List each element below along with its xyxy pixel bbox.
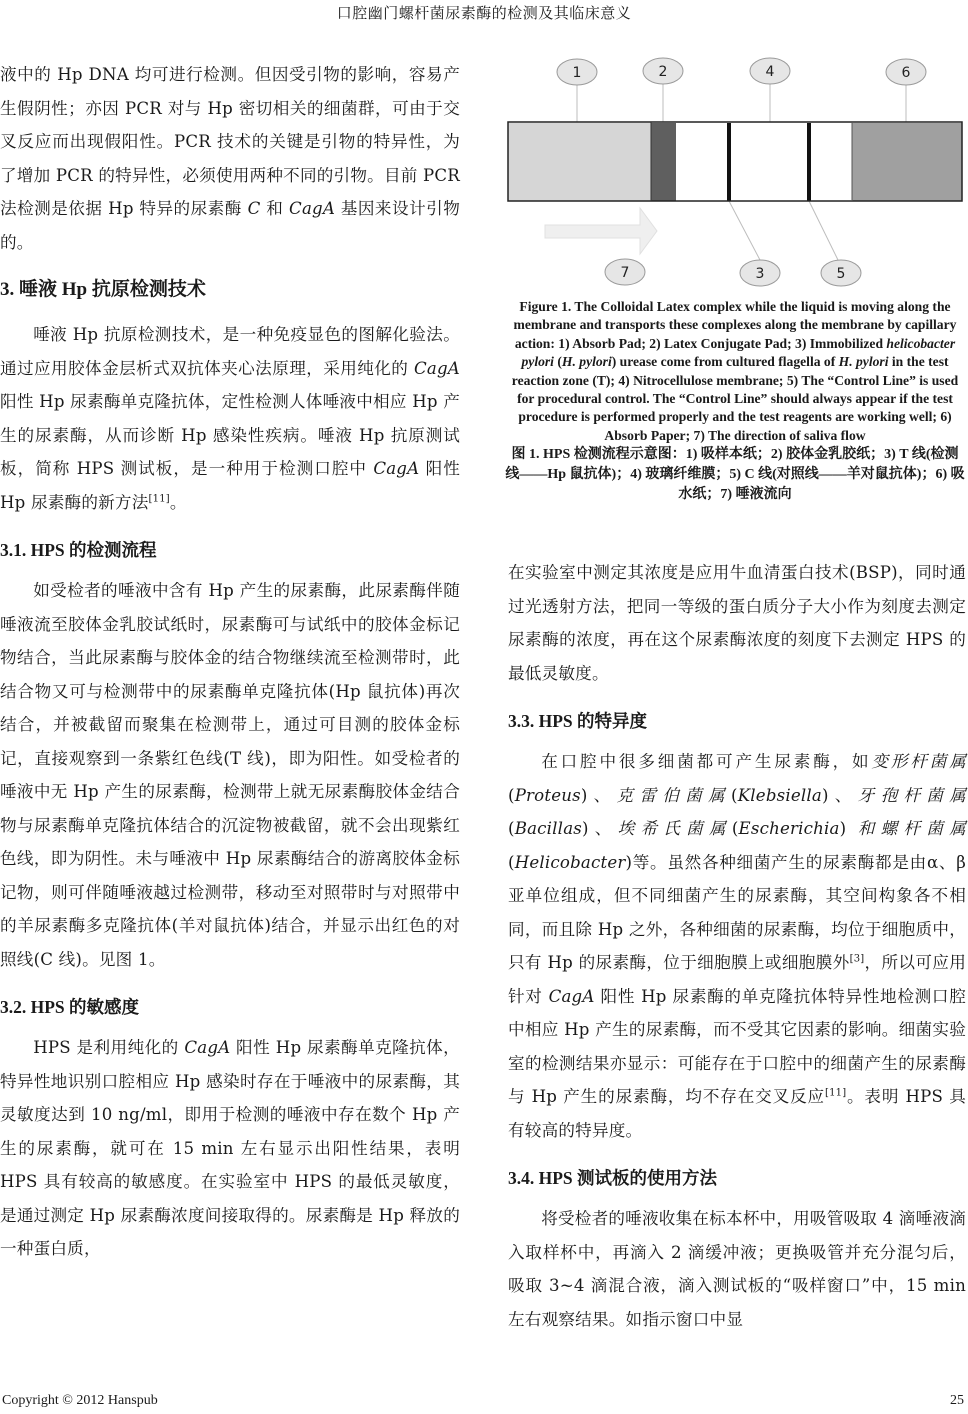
running-title: 口腔幽门螺杆菌尿素酶的检测及其临床意义	[336, 4, 632, 22]
caption-english: Figure 1. The Colloidal Latex complex while the liquid is moving along the membrane and transports these complexes along the membrane by capillary action: 1) Absorb Pad; 2) Latex Conjugate Pad; 3) Immobilized helicobacter pylori (H. pylori) urease come from cultured flagella of H. pylori in the test reaction zone (T); 4) Nitrocellulose membrane; 5) The “Control Line” is used for procedural control. The “Control Line” should always appear if the test procedure is performed properly and the test reagents are working well; 6) Absorb Paper; 7) The direction of saliva flow	[511, 299, 959, 443]
right-column	[508, 556, 966, 1336]
absorb-pad	[508, 123, 651, 201]
control-line	[807, 123, 811, 201]
absorb-paper	[852, 123, 962, 201]
conjugate-pad	[651, 123, 676, 201]
left-column	[0, 58, 460, 1266]
callout-3: 3	[755, 266, 765, 282]
callout-4: 4	[765, 64, 775, 80]
citation: [11]	[824, 1087, 847, 1099]
citation: [3]	[849, 953, 865, 965]
section-3-paragraph: 唾液 Hp 抗原检测技术，是一种免疫显色的图解化验法。通过应用胶体金层析式双抗体夹心法原理，采用纯化的 CagA 阳性 Hp 尿素酶单克隆抗体，定性检测人体唾液中相应 Hp 产生的尿素酶，从而诊断 Hp 感染性疾病。唾液 Hp 抗原测试板，简称 HPS 测试板，是一种用于检测口腔中 CagA 阳性 Hp 尿素酶的新方法[11]。	[0, 325, 460, 512]
figure-1-diagram	[495, 50, 968, 295]
callout-2: 2	[658, 64, 668, 80]
test-line	[727, 123, 731, 201]
continued-paragraph: 在实验室中测定其浓度是应用牛血清蛋白技术(BSP)，同时通过光透射方法，把同一等级的蛋白质分子大小作为刻度去测定尿素酶的浓度，再在这个尿素酶浓度的刻度下去测定 HPS 的最低灵敏度。	[508, 563, 966, 683]
citation: [11]	[148, 492, 170, 504]
flow-arrow-icon	[545, 208, 657, 254]
caption-chinese: 图 1. HPS 检测流程示意图：1) 吸样本纸；2) 胶体金乳胶纸；3) T 线(检测线——Hp 鼠抗体)；4) 玻璃纤维膜；5) C 线(对照线——羊对鼠抗体)；6) 吸水纸；7) 唾液流向	[505, 447, 965, 503]
section-3-heading: 3. 唾液 Hp 抗原检测技术	[0, 279, 206, 300]
section-3-3-paragraph: 在口腔中很多细菌都可产生尿素酶，如变形杆菌属(Proteus)、克雷伯菌属(Klebsiella)、牙孢杆菌属(Bacillas)、埃希氏菌属(Escherichia) 和螺杆菌属(Helicobacter)等。虽然各种细菌产生的尿素酶都是由α、β 亚单位组成，但不同细菌产生的尿素酶，其空间构象各不相同，而且除 Hp 之外，各种细菌的尿素酶，均位于细胞质中，只有 Hp 的尿素酶，位于细胞膜上或细胞膜外[3]，所以可应用针对 CagA 阳性 Hp 尿素酶的单克隆抗体特异性地检测口腔中相应 Hp 产生的尿素酶，而不受其它因素的影响。细菌实验室的检测结果亦显示：可能存在于口腔中的细菌产生的尿素酶与 Hp 产生的尿素酶，均不存在交叉反应[11]。表明 HPS 具有较高的特异度。	[508, 752, 967, 1140]
callout-1: 1	[572, 65, 582, 81]
membrane	[676, 123, 852, 201]
section-3-1-paragraph: 如受检者的唾液中含有 Hp 产生的尿素酶，此尿素酶伴随唾液流至胶体金乳胶试纸时，尿素酶可与试纸中的胶体金标记物结合，当此尿素酶与胶体金的结合物继续流至检测带时，此结合物又可与检测带中的尿素酶单克隆抗体(Hp 鼠抗体)再次结合，并被截留而聚集在检测带上，通过可目测的胶体金标记，直接观察到一条紫红色线(T 线)，即为阳性。如受检者的唾液中无 Hp 产生的尿素酶，检测带上就无尿素酶胶体金结合物与尿素酶单克隆抗体结合的沉淀物被截留，就不会出现紫红色线，即为阴性。未与唾液中 Hp 尿素酶结合的游离胶体金标记物，则可伴随唾液越过检测带，移动至对照带时与对照带中的羊尿素酶多克隆抗体(羊对鼠抗体)结合，并显示出红色的对照线(C 线)。见图 1。	[0, 581, 460, 969]
section-3-2-heading: 3.2. HPS 的敏感度	[0, 997, 140, 1017]
callout-6: 6	[901, 65, 911, 81]
section-3-4-heading: 3.4. HPS 测试板的使用方法	[508, 1168, 718, 1188]
intro-paragraph: 液中的 Hp DNA 均可进行检测。但因受引物的影响，容易产生假阴性；亦因 PCR 对与 Hp 密切相关的细菌群，可由于交叉反应而出现假阳性。PCR 技术的关键是引物的特异性，为了增加 PCR 的特异性，必须使用两种不同的引物。目前 PCR 法检测是依据 Hp 特异的尿素酶 C 和 CagA 基因来设计引物的。	[0, 65, 460, 252]
figure-1-caption	[505, 298, 965, 505]
section-3-2-paragraph: HPS 是利用纯化的 CagA 阳性 Hp 尿素酶单克隆抗体，特异性地识别口腔相应 Hp 感染时存在于唾液中的尿素酶，其灵敏度达到 10 ng/ml，即用于检测的唾液中存在数个 Hp 产生的尿素酶，就可在 15 min 左右显示出阳性结果，表明 HPS 具有较高的敏感度。在实验室中 HPS 的最低灵敏度，是通过测定 Hp 尿素酶浓度间接取得的。尿素酶是 Hp 释放的一种蛋白质，	[0, 1038, 460, 1258]
page-number: 25	[950, 1393, 964, 1408]
callout-7: 7	[620, 265, 630, 281]
section-3-4-paragraph: 将受检者的唾液收集在标本杯中，用吸管吸取 4 滴唾液滴入取样杯中，再滴入 2 滴缓冲液；更换吸管并充分混匀后，吸取 3~4 滴混合液，滴入测试板的“吸样窗口”中，15 min 左右观察结果。如指示窗口中显	[508, 1209, 966, 1329]
section-3-3-heading: 3.3. HPS 的特异度	[508, 711, 648, 731]
test-strip	[508, 122, 962, 201]
copyright: Copyright © 2012 Hanspub	[2, 1393, 158, 1408]
callout-5: 5	[836, 266, 846, 282]
section-3-1-heading: 3.1. HPS 的检测流程	[0, 540, 157, 560]
